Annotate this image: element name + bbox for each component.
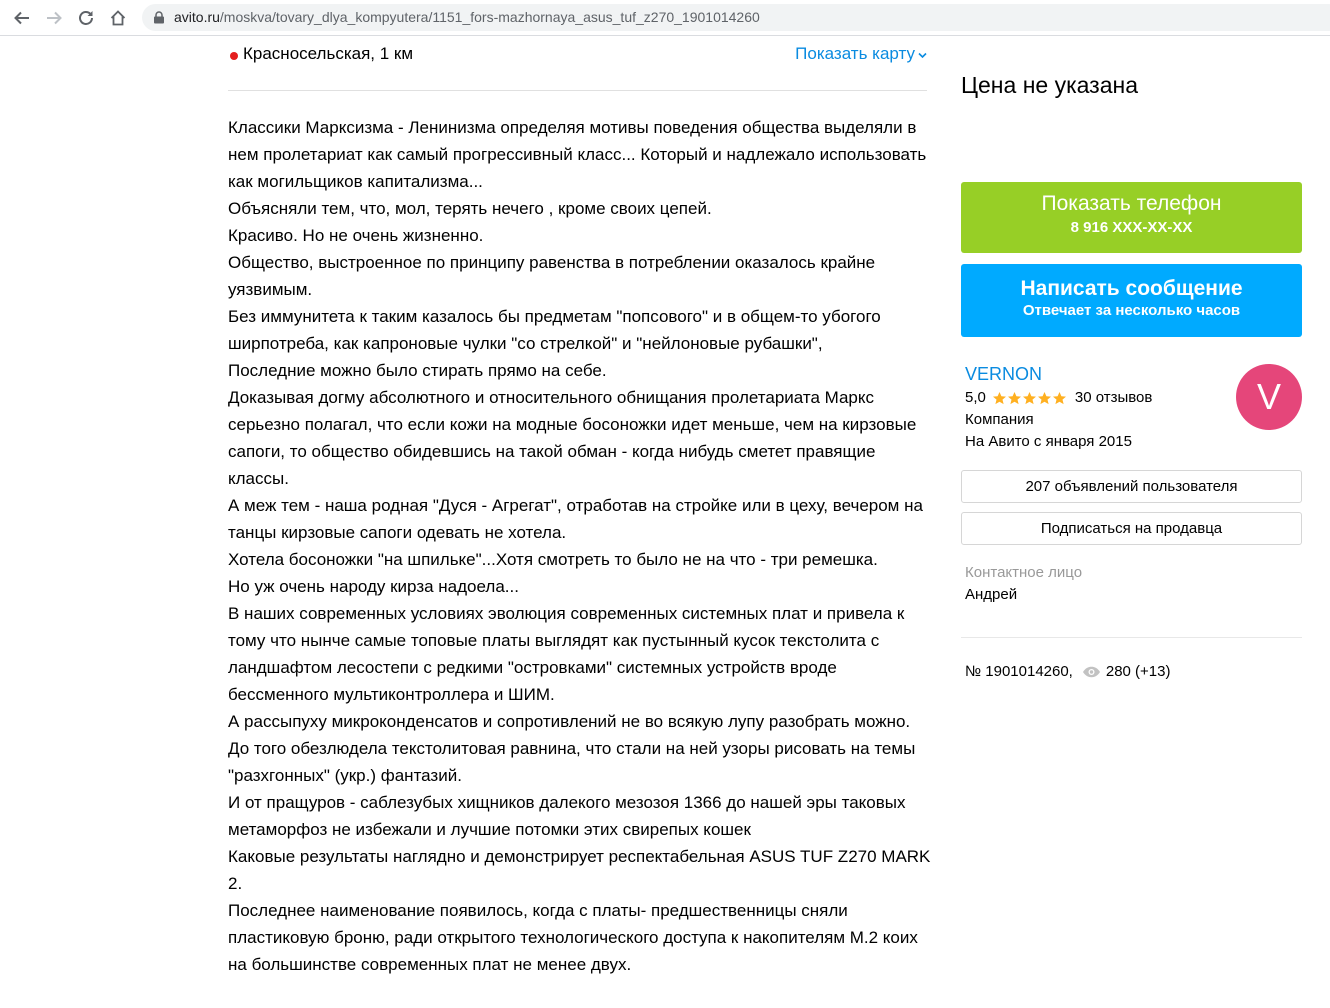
home-icon[interactable] — [106, 6, 130, 30]
url-domain: avito.ru — [174, 9, 220, 25]
star-icon — [1007, 391, 1022, 405]
seller-type: Компания — [965, 411, 1034, 428]
phone-number-masked: 8 916 XXX-XX-XX — [1070, 219, 1193, 236]
seller-rating — [965, 389, 1152, 406]
url-text — [174, 9, 760, 25]
price-label: Цена не указана — [961, 72, 1139, 98]
forward-icon[interactable] — [42, 6, 66, 30]
eye-icon — [1082, 666, 1101, 678]
metro-station: Красносельская, 1 км — [243, 44, 414, 63]
seller-since: На Авито с января 2015 — [965, 433, 1132, 450]
show-map-link[interactable] — [795, 44, 927, 64]
show-phone-label: Показать телефон — [1041, 192, 1222, 215]
write-message-button[interactable] — [961, 264, 1302, 337]
description-paragraph: Каковые результаты наглядно и демонстрирует респектабельная ASUS TUF Z270 MARK 2. — [228, 847, 931, 893]
browser-toolbar — [0, 0, 1330, 36]
back-icon[interactable] — [10, 6, 34, 30]
item-description — [228, 114, 933, 978]
description-paragraph: Классики Марксизма - Ленинизма определяя мотивы поведения общества выделяли в нем пролетариат как самый прогрессивный класс... Который и надлежало использовать как могильщиков капитализма... — [228, 118, 927, 191]
star-icon — [992, 391, 1007, 405]
divider — [228, 90, 927, 91]
ad-number: № 1901014260, — [965, 663, 1073, 680]
description-paragraph: Доказывая догму абсолютного и относительного обнищания пролетариата Маркс серьезно полагал, что если кожи на модные босоножки идет меньше, чем на кирзовые сапоги, то общество обидевшись на такой обман - когда нибудь сметет правящие классы. — [228, 388, 917, 488]
description-paragraph: До того обезлюдела текстолитовая равнина, что стали на ней узоры рисовать на темы "разхгонных" (укр.) фантазий. — [228, 739, 916, 785]
reload-icon[interactable] — [74, 6, 98, 30]
metro-line-icon — [230, 52, 238, 60]
description-paragraph: Но уж очень народу кирза надоела... — [228, 577, 519, 596]
location-row — [228, 43, 927, 67]
show-phone-button[interactable] — [961, 182, 1302, 253]
divider — [961, 637, 1302, 638]
rating-stars — [992, 391, 1067, 405]
chevron-down-icon — [918, 52, 927, 59]
subscribe-seller-button[interactable]: Подписаться на продавца — [961, 512, 1302, 545]
contact-person-label: Контактное лицо — [965, 564, 1083, 581]
seller-name-link[interactable]: VERNON — [965, 364, 1043, 384]
contact-person-name: Андрей — [965, 586, 1018, 603]
write-message-label: Написать сообщение — [1020, 277, 1243, 300]
show-map-label: Показать карту — [795, 44, 915, 63]
description-paragraph: А рассыпуху микроконденсатов и сопротивлений не во всякую лупу разобрать можно. — [228, 712, 911, 731]
seller-avatar[interactable]: V — [1236, 364, 1302, 430]
star-icon — [1052, 391, 1067, 405]
description-paragraph: Общество, выстроенное по принципу равенства в потреблении оказалось крайне уязвимым. — [228, 253, 876, 299]
star-icon — [1022, 391, 1037, 405]
description-paragraph: И от пращуров - саблезубых хищников далекого мезозоя 1366 до нашей эры таковых метаморфоз не избежали и лучшие потомки этих свирепых кошек — [228, 793, 906, 839]
reviews-link[interactable]: 30 отзывов — [1074, 389, 1153, 406]
ad-meta — [965, 663, 1171, 680]
response-time: Отвечает за несколько часов — [1022, 302, 1241, 319]
views-count: 280 (+13) — [1105, 663, 1171, 680]
description-paragraph: Красиво. Но не очень жизненно. — [228, 226, 484, 245]
description-paragraph: Хотела босоножки "на шпильке"...Хотя смотреть то было не на что - три ремешка. — [228, 550, 878, 569]
description-paragraph: Без иммунитета к таким казалось бы предметам "попсового" и в общем-то убогого ширпотреба, как капроновые чулки "со стрелкой" и "нейлоновые рубашки", — [228, 307, 881, 353]
address-bar[interactable] — [142, 4, 1330, 31]
star-icon — [1037, 391, 1052, 405]
description-paragraph: Последние можно было стирать прямо на себе. — [228, 361, 607, 380]
description-paragraph: Последнее наименование появилось, когда с платы- предшественницы сняли пластиковую броню, ради открытого технологического доступа к накопителям М.2 коих на большинстве современных плат не менее двух. — [228, 901, 918, 974]
seller-ads-button[interactable]: 207 объявлений пользователя — [961, 470, 1302, 503]
lock-icon — [153, 11, 165, 24]
description-paragraph: А меж тем - наша родная "Дуся - Агрегат", отработав на стройке или в цеху, вечером на танцы кирзовые сапоги одевать не хотела. — [228, 496, 923, 542]
description-paragraph: Объясняли тем, что, мол, терять нечего , кроме своих цепей. — [228, 199, 712, 218]
rating-value: 5,0 — [965, 389, 986, 406]
url-path: /moskva/tovary_dlya_kompyutera/1151_fors-mazhornaya_asus_tuf_z270_1901014260 — [219, 9, 760, 25]
description-paragraph: В наших современных условиях эволюция современных системных плат и привела к тому что нынче самые топовые платы выглядят как пустынный кусок текстолита с ландшафтом лесостепи с редкими "островками" системных устройств вроде бессменного мультиконтроллера и ШИМ. — [228, 604, 905, 704]
